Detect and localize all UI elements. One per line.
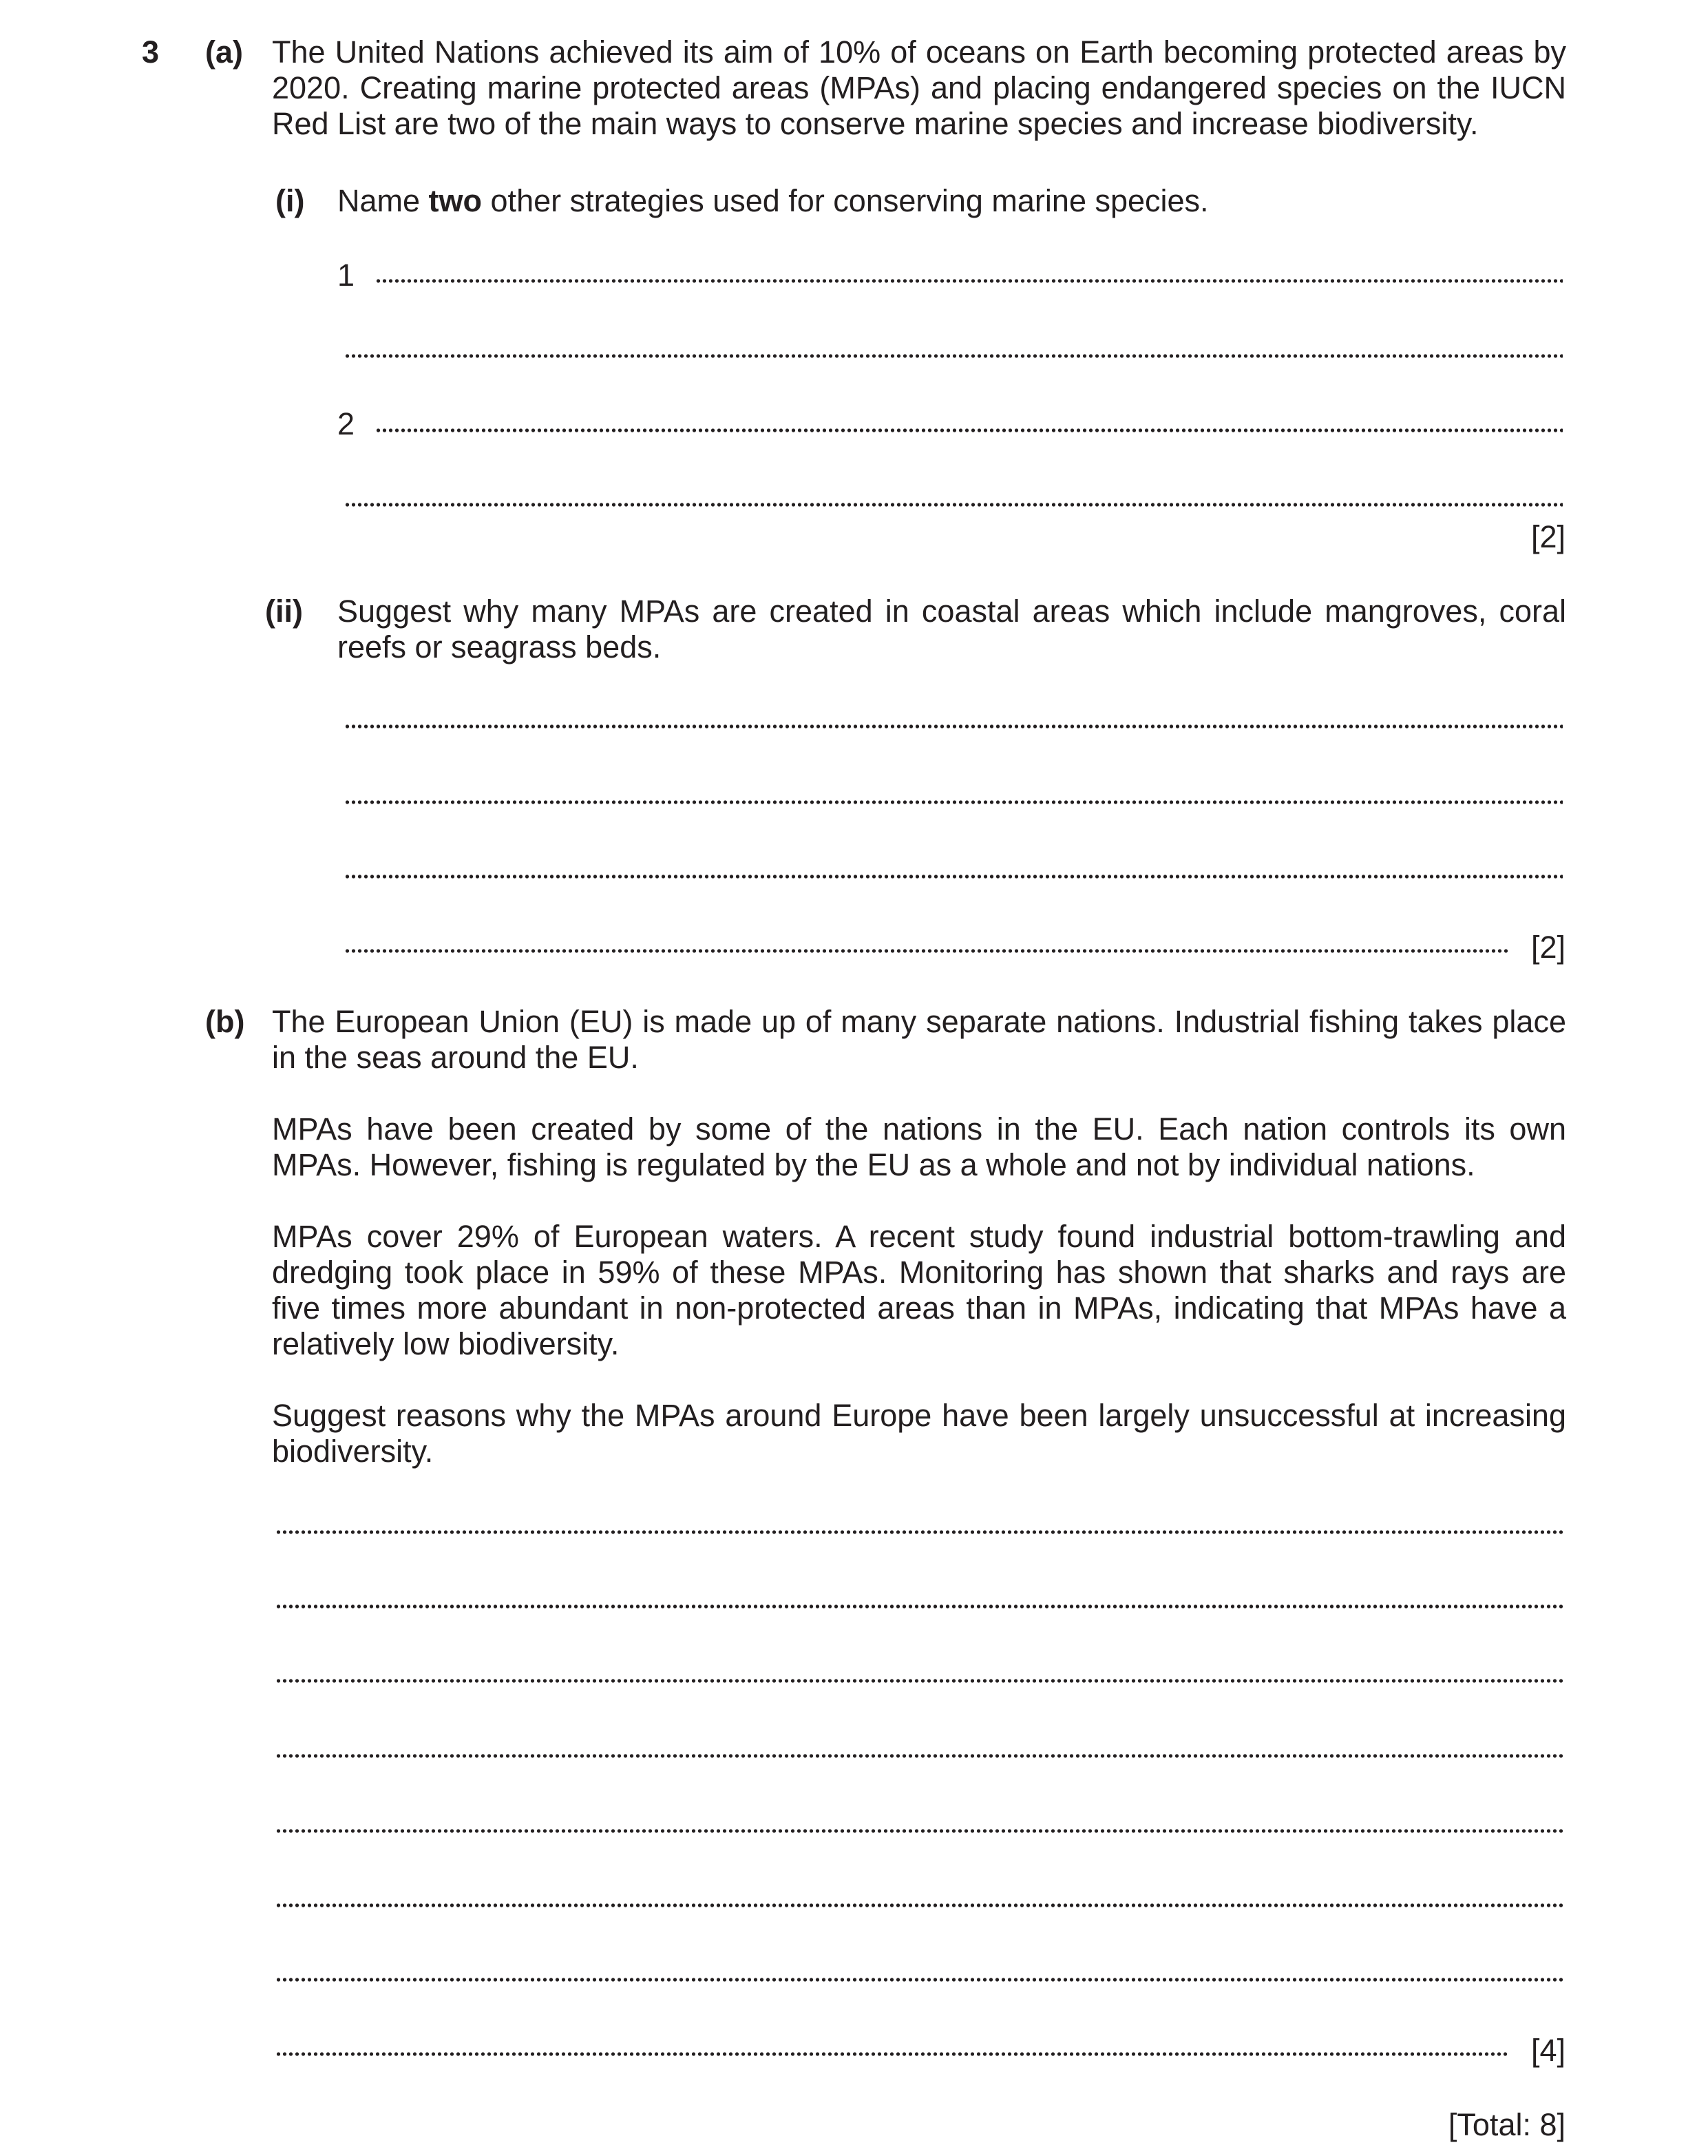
answer-line[interactable] [275, 1902, 1563, 1909]
answer-line[interactable] [275, 1529, 1563, 1536]
answer-line[interactable] [375, 427, 1563, 434]
total-marks: [Total: 8] [1448, 2107, 1565, 2142]
answer-2-number: 2 [337, 406, 355, 441]
sub-i-text-bold: two [428, 183, 483, 218]
sub-i-question [337, 183, 1570, 219]
answer-line[interactable] [275, 1752, 1563, 1759]
answer-line[interactable] [344, 948, 1508, 954]
answer-line[interactable] [344, 799, 1563, 806]
sub-i-text-pre: Name [337, 183, 429, 218]
answer-line[interactable] [275, 1677, 1563, 1684]
question-number: 3 [142, 34, 160, 70]
sub-ii-label: (ii) [265, 594, 303, 629]
sub-i-label: (i) [275, 183, 305, 218]
answer-line[interactable] [344, 723, 1563, 730]
sub-ii-question: Suggest why many MPAs are created in coastal areas which include mangroves, coral reefs or seagrass beds. [337, 594, 1566, 664]
part-b-label: (b) [205, 1004, 245, 1039]
marks-label: [2] [1530, 519, 1565, 554]
answer-line[interactable] [275, 1976, 1563, 1983]
part-a-label: (a) [205, 34, 243, 70]
part-b-para-1: The European Union (EU) is made up of many separate nations. Industrial fishing takes place in the seas around the EU. [272, 1004, 1566, 1075]
answer-line[interactable] [275, 2051, 1508, 2058]
part-b-para-3: MPAs cover 29% of European waters. A recent study found industrial bottom-trawling and dredging took place in 59% of these MPAs. Monitoring has shown that sharks and rays are five times more abundant in non-protected areas than in MPAs, indicating that MPAs have a relatively low biodiversity. [272, 1219, 1566, 1361]
answer-1-number: 1 [337, 258, 355, 293]
part-b-para-2: MPAs have been created by some of the nations in the EU. Each nation controls its own MPAs. However, fishing is regulated by the EU as a whole and not by individual nations. [272, 1111, 1566, 1182]
sub-i-text-post: other strategies used for conserving marine species. [482, 183, 1209, 218]
answer-line[interactable] [275, 1603, 1563, 1610]
answer-line[interactable] [344, 873, 1563, 880]
answer-line[interactable] [275, 1828, 1563, 1834]
answer-line[interactable] [344, 501, 1563, 508]
part-b-prompt: Suggest reasons why the MPAs around Europe have been largely unsuccessful at increasing biodiversity. [272, 1398, 1566, 1469]
answer-line[interactable] [344, 353, 1563, 359]
answer-line[interactable] [375, 278, 1563, 284]
part-a-intro: The United Nations achieved its aim of 10% of oceans on Earth becoming protected areas by 2020. Creating marine protected areas (MPAs) and placing endangered species on the IUCN Red List are two of the main ways to conserve marine species and increase biodiversity. [272, 34, 1566, 141]
marks-label: [4] [1530, 2033, 1565, 2068]
marks-label: [2] [1530, 930, 1565, 965]
